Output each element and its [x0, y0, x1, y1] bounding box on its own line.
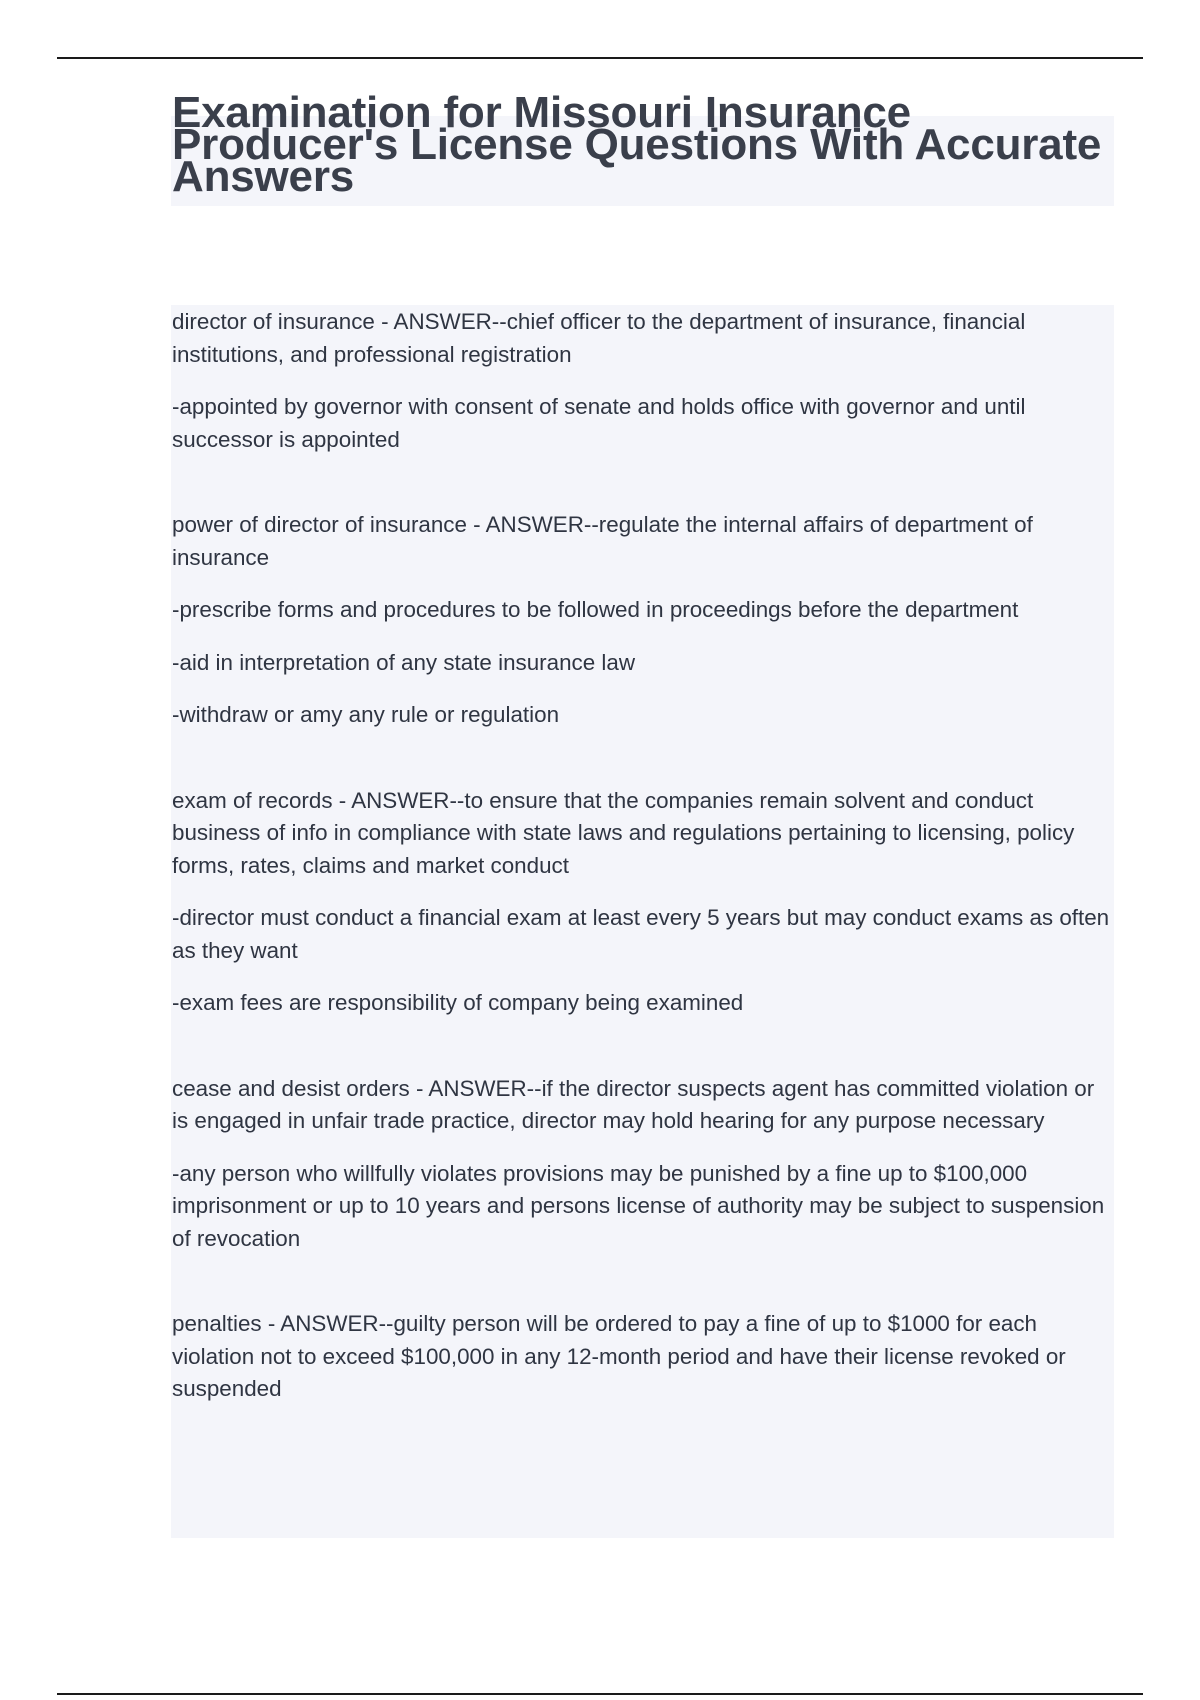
qa-paragraph: exam of records - ANSWER--to ensure that the companies remain solvent and conduct business of info in compliance with state laws and regulations pertaining to licensing, policy forms, rates, claims and market conduct: [172, 787, 1075, 878]
qa-paragraph: -appointed by governor with consent of senate and holds office with governor and until successor is appointed: [172, 394, 1026, 452]
qa-paragraph: -any person who willfully violates provisions may be punished by a fine up to $100,000 imprisonment or up to 10 years and persons license of authority may be subject to suspension of revocation: [172, 1160, 1105, 1251]
qa-entry-director-of-insurance: [172, 306, 1112, 456]
qa-paragraph: director of insurance - ANSWER--chief officer to the department of insurance, financial institutions, and professional registration: [172, 309, 1026, 367]
qa-paragraph: -withdraw or amy any rule or regulation: [172, 702, 560, 727]
qa-entry-cease-and-desist: [172, 1073, 1112, 1256]
qa-paragraph: -director must conduct a financial exam at least every 5 years but may conduct exams as often as they want: [172, 905, 1110, 963]
qa-paragraph: cease and desist orders - ANSWER--if the director suspects agent has committed violation or is engaged in unfair trade practice, director may hold hearing for any purpose necessary: [172, 1075, 1095, 1133]
document-title: Examination for Missouri Insurance Producer's License Questions With Accurate Answers: [172, 88, 1102, 201]
qa-paragraph: -aid in interpretation of any state insurance law: [172, 649, 635, 675]
top-divider: [57, 57, 1143, 59]
qa-paragraph: penalties - ANSWER--guilty person will be ordered to pay a fine of up to $1000 for each violation not to exceed $100,000 in any 12-month period and have their license revoked or suspended: [172, 1311, 1066, 1401]
qa-content: [172, 306, 1112, 1406]
qa-paragraph: -exam fees are responsibility of company being examined: [172, 990, 744, 1015]
qa-entry-exam-of-records: [172, 785, 1112, 1020]
qa-paragraph: -prescribe forms and procedures to be followed in proceedings before the department: [172, 597, 1019, 622]
qa-paragraph: power of director of insurance - ANSWER--regulate the internal affairs of department of insurance: [172, 512, 1033, 570]
qa-entry-power-of-director: [172, 509, 1112, 732]
bottom-divider: [57, 1693, 1143, 1695]
qa-entry-penalties: [172, 1308, 1112, 1406]
